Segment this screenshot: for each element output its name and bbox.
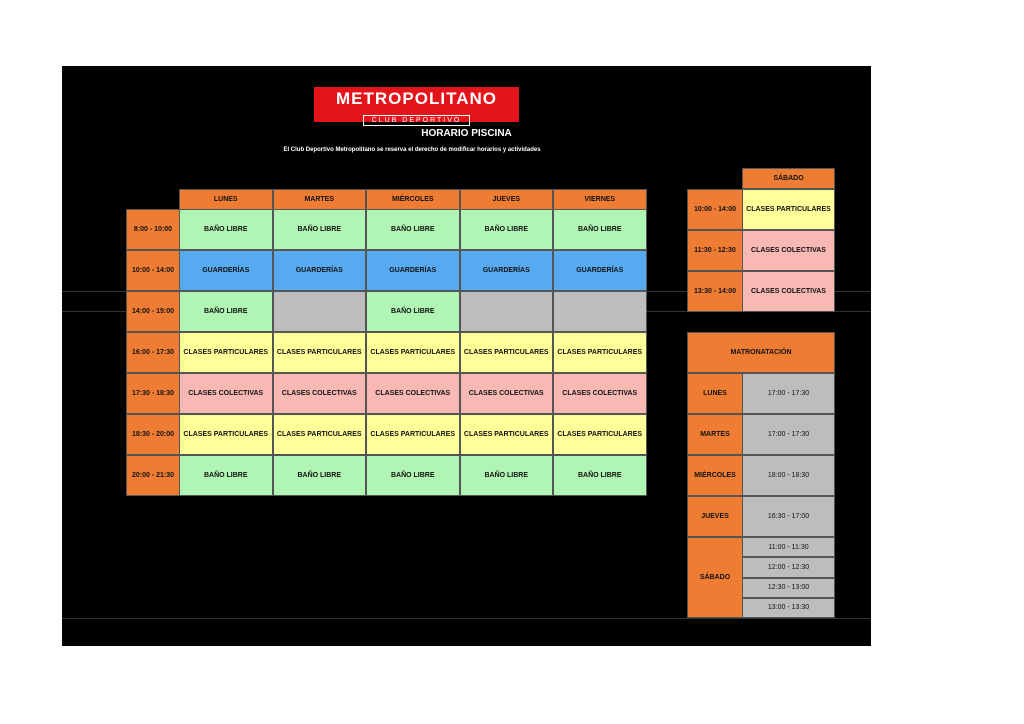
activity-cell: BAÑO LIBRE xyxy=(273,455,367,496)
activity-cell: CLASES PARTICULARES xyxy=(179,332,273,373)
activity-cell: BAÑO LIBRE xyxy=(179,291,273,332)
time-slot: 20:00 - 21:30 xyxy=(126,455,180,496)
matronatacion-day: JUEVES xyxy=(687,496,743,537)
time-slot: 18:30 - 20:00 xyxy=(126,414,180,455)
time-slot: 16:00 - 17:30 xyxy=(126,332,180,373)
activity-cell: GUARDERÍAS xyxy=(273,250,367,291)
matronatacion-time: 11:00 - 11:30 xyxy=(742,537,835,557)
activity-cell: CLASES PARTICULARES xyxy=(460,414,554,455)
matronatacion-day: SÁBADO xyxy=(687,537,743,618)
activity-cell: CLASES COLECTIVAS xyxy=(553,373,647,414)
day-header-1: MARTES xyxy=(273,189,367,210)
activity-cell: GUARDERÍAS xyxy=(553,250,647,291)
saturday-activity-cell: CLASES COLECTIVAS xyxy=(742,271,835,312)
empty-cell xyxy=(553,291,647,332)
activity-cell: BAÑO LIBRE xyxy=(179,209,273,250)
day-header-4: VIERNES xyxy=(553,189,647,210)
activity-cell: CLASES PARTICULARES xyxy=(553,414,647,455)
activity-cell: BAÑO LIBRE xyxy=(553,455,647,496)
activity-cell: BAÑO LIBRE xyxy=(553,209,647,250)
activity-cell: GUARDERÍAS xyxy=(179,250,273,291)
activity-cell: CLASES COLECTIVAS xyxy=(366,373,460,414)
activity-cell: GUARDERÍAS xyxy=(460,250,554,291)
matronatacion-time: 17:00 - 17:30 xyxy=(742,373,835,414)
activity-cell: BAÑO LIBRE xyxy=(460,455,554,496)
day-header-3: JUEVES xyxy=(460,189,554,210)
empty-cell xyxy=(273,291,367,332)
activity-cell: CLASES PARTICULARES xyxy=(366,332,460,373)
logo-subtitle: CLUB DEPORTIVO xyxy=(363,115,471,126)
matronatacion-day: LUNES xyxy=(687,373,743,414)
activity-cell: CLASES COLECTIVAS xyxy=(460,373,554,414)
activity-cell: CLASES COLECTIVAS xyxy=(179,373,273,414)
matronatacion-time: 16:30 - 17:00 xyxy=(742,496,835,537)
divider-line xyxy=(62,618,871,619)
time-slot: 17:30 - 18:30 xyxy=(126,373,180,414)
activity-cell: BAÑO LIBRE xyxy=(179,455,273,496)
activity-cell: CLASES PARTICULARES xyxy=(366,414,460,455)
matronatacion-day: MIÉRCOLES xyxy=(687,455,743,496)
time-slot: 8:00 - 10:00 xyxy=(126,209,180,250)
empty-cell xyxy=(460,291,554,332)
activity-cell: BAÑO LIBRE xyxy=(366,209,460,250)
activity-cell: GUARDERÍAS xyxy=(366,250,460,291)
matronatacion-header: MATRONATACIÓN xyxy=(687,332,835,373)
saturday-time-slot: 13:30 - 14:00 xyxy=(687,271,743,312)
saturday-activity-cell: CLASES COLECTIVAS xyxy=(742,230,835,271)
saturday-activity-cell: CLASES PARTICULARES xyxy=(742,189,835,230)
activity-cell: CLASES PARTICULARES xyxy=(553,332,647,373)
activity-cell: BAÑO LIBRE xyxy=(460,209,554,250)
time-slot: 10:00 - 14:00 xyxy=(126,250,180,291)
matronatacion-day: MARTES xyxy=(687,414,743,455)
activity-cell: CLASES PARTICULARES xyxy=(460,332,554,373)
matronatacion-time: 18:00 - 18:30 xyxy=(742,455,835,496)
matronatacion-time: 17:00 - 17:30 xyxy=(742,414,835,455)
matronatacion-time: 12:00 - 12:30 xyxy=(742,557,835,577)
saturday-time-slot: 10:00 - 14:00 xyxy=(687,189,743,230)
activity-cell: BAÑO LIBRE xyxy=(366,455,460,496)
time-slot: 14:00 - 15:00 xyxy=(126,291,180,332)
saturday-time-slot: 11:30 - 12:30 xyxy=(687,230,743,271)
matronatacion-time: 12:30 - 13:00 xyxy=(742,578,835,598)
activity-cell: CLASES PARTICULARES xyxy=(273,414,367,455)
disclaimer-note: El Club Deportivo Metropolitano se reserva el derecho de modificar horarios y actividades xyxy=(283,147,541,153)
matronatacion-time: 13:00 - 13:30 xyxy=(742,598,835,618)
activity-cell: BAÑO LIBRE xyxy=(273,209,367,250)
activity-cell: CLASES PARTICULARES xyxy=(179,414,273,455)
logo-name: METROPOLITANO xyxy=(336,89,497,108)
page-title: HORARIO PISCINA xyxy=(421,128,512,139)
activity-cell: CLASES COLECTIVAS xyxy=(273,373,367,414)
saturday-header: SÁBADO xyxy=(742,168,835,189)
club-logo xyxy=(314,87,519,122)
day-header-2: MIÉRCOLES xyxy=(366,189,460,210)
activity-cell: BAÑO LIBRE xyxy=(366,291,460,332)
day-header-0: LUNES xyxy=(179,189,273,210)
activity-cell: CLASES PARTICULARES xyxy=(273,332,367,373)
